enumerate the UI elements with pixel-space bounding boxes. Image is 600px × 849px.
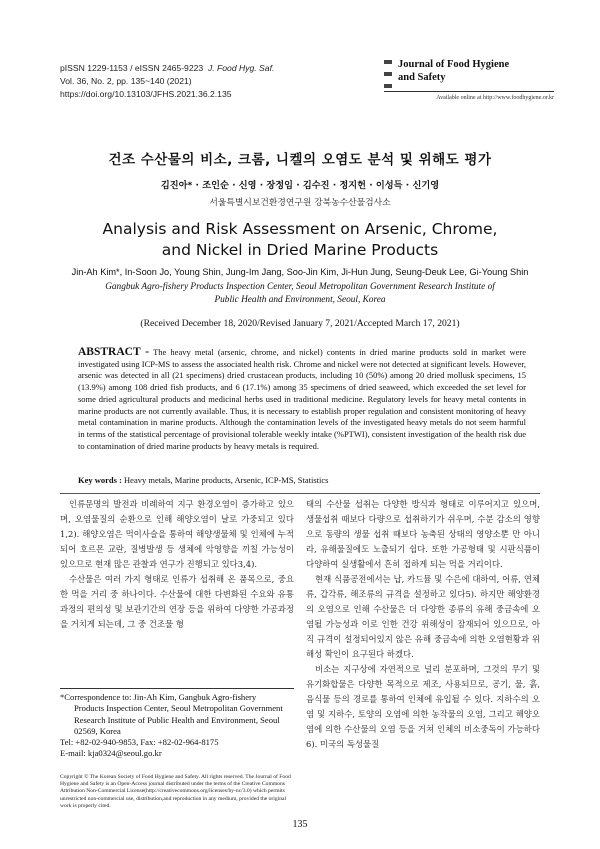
abstract-label: ABSTRACT - xyxy=(78,346,150,358)
correspondence-line: Research Institute of Public Health and Environment, Seoul xyxy=(74,714,280,725)
body-column-right xyxy=(306,497,540,752)
body-paragraph: 비소는 지구상에 자연적으로 널리 분포하며, 그것의 무기 및 유기화합물은 다양한 목적으로 제조, 사용되므로, 공기, 물, 흙, 음식물 등의 경로를 통하여 인체에 유입될 수 있다. 지하수의 오염 및 지하수, 토양의 오염에 의한 농작물의 오염, 그리고 해양오염에 의한 수산물의 오염 등을 거쳐 인체의 비소중독이 가능하다6). 미국의 독성물질 xyxy=(306,664,540,749)
volume-line: Vol. 36, No. 2, pp. 135~140 (2021) xyxy=(60,76,192,86)
issn-line: pISSN 1229-1153 / eISSN 2465-9223 J. Food Hyg. Saf. xyxy=(60,63,275,73)
journal-masthead xyxy=(384,58,554,101)
doi-link[interactable]: https://doi.org/10.13103/JFHS.2021.36.2.135 xyxy=(60,89,232,99)
body-column-left xyxy=(60,497,294,632)
abstract-text: The heavy metal (arsenic, chrome, and nickel) contents in dried marine products sold in market were investigated using ICP-MS to assess the associated health risk. Chrome and nickel were not detected at significant levels. However, arsenic was detected in all (21 specimens) dried crustacean products, including 10 (50%) among 20 dried mollusk specimens, 15 (13.9%) among 108 dried fish products, and 6 (17.1%) among 35 specimens of dried seaweed, which exceeded the set level for some dried agricultural products and medicinal herbs used in traditional medicine. Regulatory levels for heavy metal contents in marine products are not currently available. Thus, it is necessary to establish proper regulation and consistent monitoring of heavy metal contamination in marine products. Although the contamination levels of the investigated heavy metals do not seem harmful in terms of the statistical percentage of provisional tolerable weekly intake (%PTWI), consistent investigation of the health risk due to contamination of dried marine products by heavy metals is required. xyxy=(78,347,526,451)
abstract xyxy=(78,347,526,452)
journal-abbreviation: J. Food Hyg. Saf. xyxy=(207,63,275,73)
section-divider xyxy=(60,493,540,494)
correspondence-line: Products Inspection Center, Seoul Metropolitan Government xyxy=(74,703,283,714)
affiliation-english-line2: Public Health and Environment, Seoul, Korea xyxy=(214,294,386,305)
journal-name-line2: and Safety xyxy=(398,72,446,83)
footnote-divider xyxy=(60,688,294,689)
copyright-notice: Copyright © The Korean Society of Food Hygiene and Safety. All rights reserved. The Journal of Food Hygiene and Safety is an Open-Access journal distributed under the terms of the Creative Commons Attribution Non-Commercial License(http://creativecommons.org/licenses/by-nc/3.0) which permits unrestricted non-commercial use, distribution,and reproduction in any medium, provided the original work is properly cited. xyxy=(60,774,291,809)
body-paragraph: 수산물은 여러 가지 형태로 인류가 섭취해 온 품목으로, 중요한 먹을 거리 중 하나이다. 수산물에 대한 다변화된 수요와 유통 과정의 편의성 및 보관기간의 연장 등을 위하여 다양한 가공과정을 거치게 되는데, 그 중 건조물 형 xyxy=(60,574,294,629)
correspondence-footnote xyxy=(60,692,294,760)
affiliation-english-line1: Gangbuk Agro-fishery Products Inspection Center, Seoul Metropolitan Government Research Institute of xyxy=(105,282,495,292)
correspondence-line: *Correspondence to: Jin-Ah Kim, Gangbuk Agro-fishery xyxy=(60,692,257,702)
affiliation-korean: 서울특별시보건환경연구원 강북농수산물검사소 xyxy=(209,198,391,208)
authors-korean: 김진아* · 조인순 · 신영 · 장정임 · 김수진 · 정지헌 · 이성득 · 신기영 xyxy=(160,180,440,191)
email-link[interactable]: E-mail: kja0324@seoul.go.kr xyxy=(60,748,162,759)
authors-english: Jin-Ah Kim*, In-Soon Jo, Young Shin, Jung-Im Jang, Soo-Jin Kim, Ji-Hun Jung, Seung-Deuk Lee, Gi-Young Shin xyxy=(71,267,529,277)
affiliation-english xyxy=(70,281,530,306)
available-online-link[interactable]: Available online at http://www.foodhygiene.or.kr xyxy=(436,95,554,101)
page-number: 135 xyxy=(292,819,308,830)
received-dates: (Received December 18, 2020/Revised January 7, 2021/Accepted March 17, 2021) xyxy=(140,318,460,329)
correspondence-line: 02569, Korea xyxy=(74,725,121,736)
keywords-text: Heavy metals, Marine products, Arsenic, ICP-MS, Statistics xyxy=(124,475,329,485)
body-paragraph: 인류문명의 발전과 비례하여 지구 환경오염이 증가하고 있으며, 오염물질의 순환으로 인해 해양오염이 날로 가중되고 있다1,2). 해양오염은 먹이사슬을 통하여 해양생물체 및 인체에 누적되어 호르몬 교란, 질병발생 등 생체에 악영향을 끼칠 가능성이 있으므로 현재 많은 관찰과 연구가 진행되고 있다3,4). xyxy=(60,499,294,569)
keywords-label: Key words : xyxy=(78,475,122,485)
body-paragraph: 현재 식품공전에서는 납, 카드뮴 및 수은에 대하여, 어류, 연체류, 갑각류, 해조류의 규격을 설정하고 있다5). 하지만 해양환경의 오염으로 인해 수산물은 더 다양한 종류의 유해 중금속에 오염될 가능성과 이로 인한 건강 위해성이 잠재되어 있으므로, 아직 규격이 설정되어있지 않은 유해 중금속에 의한 오염현황과 위해성 확인이 요구된다 하겠다. xyxy=(306,574,540,659)
title-english-line1: Analysis and Risk Assessment on Arsenic, Chrome, xyxy=(102,220,498,238)
journal-name-line1: Journal of Food Hygiene xyxy=(398,59,510,70)
journal-logo-icon xyxy=(384,60,392,88)
title-korean: 건조 수산물의 비소, 크롬, 니켈의 오염도 분석 및 위해도 평가 xyxy=(108,152,492,168)
title-english xyxy=(0,219,600,261)
title-english-line2: and Nickel in Dried Marine Products xyxy=(161,241,439,259)
keywords xyxy=(78,475,329,485)
body-paragraph: 태의 수산물 섭취는 다양한 방식과 형태로 이루어지고 있으며, 생물섭취 때보다 다량으로 섭취하기가 쉬우며, 수분 감소의 영향으로 동량의 생물 섭취 때보다 농축된 상태의 영양소뿐 만 아니라, 유해물질에도 노출되기 쉽다. 또한 가공형태 및 시판식품이 다양하여 실생활에서 흔히 접하게 되는 먹을 거리이다. xyxy=(306,499,540,569)
tel-fax: Tel: +82-02-940-9853, Fax: +82-02-964-8175 xyxy=(60,737,219,748)
journal-header-info xyxy=(60,62,274,101)
